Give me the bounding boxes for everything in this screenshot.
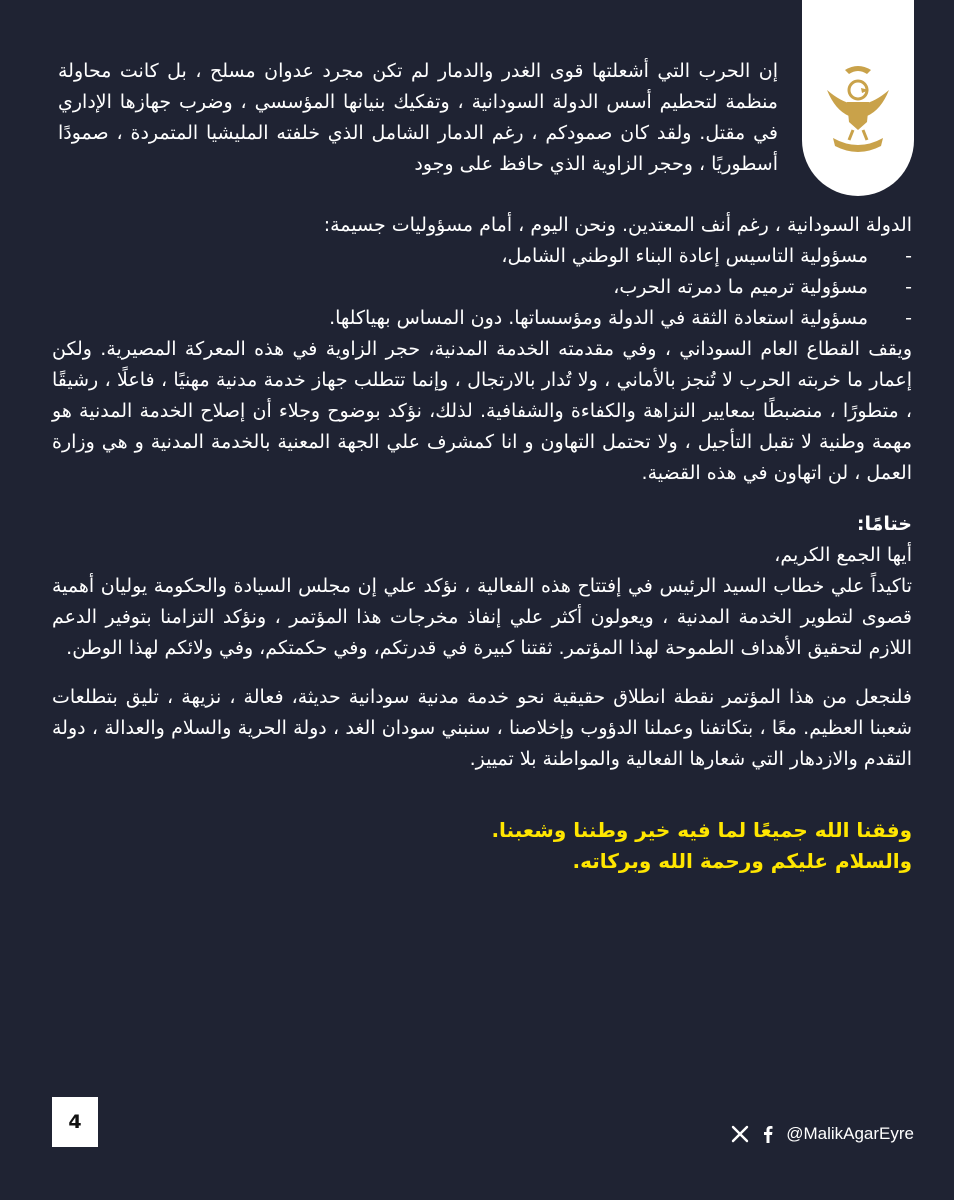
final-paragraph: فلنجعل من هذا المؤتمر نقطة انطلاق حقيقية نحو خدمة مدنية سودانية حديثة، فعالة ، نزيهة ، تليق بتطلعات شعبنا العظيم. معًا ، بتكاتفنا وعملنا الدؤوب وإخلاصنا ، سنبني سودان الغد ، دولة الحرية والسلام والعدالة ، دولة التقدم والازدهار التي شعارها الفعالية والمواطنة بلا تمييز. <box>52 686 912 770</box>
emblem-tab <box>802 0 914 196</box>
closing-paragraph: تاكيداً علي خطاب السيد الرئيس في إفتتاح هذه الفعالية ، نؤكد علي إن مجلس السيادة والحكومة يوليان أهمية قصوى لتطوير الخدمة المدنية ، ويعولون أكثر علي إنفاذ مخرجات هذا المؤتمر ، ونؤكد التزامنا بتوفير الدعم اللازم لتحقيق الأهداف الطموحة لهذا المؤتمر. ثقتنا كبيرة في قدرتكم، وفي حكمتكم، وفي ولائكم لهذا الوطن. <box>52 575 912 659</box>
body-text <box>52 210 912 877</box>
intro-paragraph: إن الحرب التي أشعلتها قوى الغدر والدمار لم تكن مجرد عدوان مسلح ، بل كانت محاولة منظمة لتحطيم أسس الدولة السودانية ، وتفكيك بنيانها المؤسسي ، وضرب جهازها الإداري في مقتل. ولقد كان صمودكم ، رغم الدمار الشامل الذي خلفته المليشيا المتمردة ، صمودًا أسطوريًا ، وحجر الزاوية الذي حافظ على وجود <box>58 60 778 175</box>
list-item-text: مسؤولية استعادة الثقة في الدولة ومؤسساتها. دون المساس بهياكلها. <box>329 307 868 329</box>
intro-continuation: الدولة السودانية ، رغم أنف المعتدين. ونحن اليوم ، أمام مسؤوليات جسيمة: <box>323 214 912 236</box>
x-logo-icon[interactable] <box>730 1124 750 1144</box>
list-marker: - <box>905 307 912 329</box>
blessing-line-1: وفقنا الله جميعًا لما فيه خير وطننا وشعبنا. <box>491 818 912 842</box>
list-marker: - <box>905 245 912 267</box>
sudan-emblem-icon <box>823 60 893 156</box>
list-item-text: مسؤولية ترميم ما دمرته الحرب، <box>613 276 868 298</box>
list-item <box>52 241 912 272</box>
closing-title: ختامًا: <box>856 513 912 535</box>
closing-salutation: أيها الجمع الكريم، <box>774 544 912 566</box>
list-item-text: مسؤولية التاسيس إعادة البناء الوطني الشامل، <box>501 245 868 267</box>
list-marker: - <box>905 276 912 298</box>
list-item <box>52 272 912 303</box>
list-item <box>52 303 912 334</box>
social-handle[interactable]: @MalikAgarEyre <box>786 1124 914 1143</box>
blessing-line-2: والسلام عليكم ورحمة الله وبركاته. <box>572 849 912 873</box>
page-number: 4 <box>52 1097 98 1147</box>
facebook-icon[interactable] <box>758 1124 778 1144</box>
blessing <box>52 815 912 877</box>
reform-paragraph: ويقف القطاع العام السوداني ، وفي مقدمته الخدمة المدنية، حجر الزاوية في هذه المعركة المصيرية. ولكن إعمار ما خربته الحرب لا تُنجز بالأماني ، ولا تُدار بالارتجال ، وإنما تتطلب جهاز خدمة مدنية مهنيًا ، فاعلًا ، رشيقًا ، متطورًا ، منضبطًا بمعايير النزاهة والكفاءة والشفافية. لذلك، نؤكد بوضوح وجلاء أن إصلاح الخدمة المدنية هو مهمة وطنية لا تقبل التأجيل ، ولا تحتمل التهاون و انا كمشرف علي الجهة المعنية بالخدمة المدنية و هي وزارة العمل ، لن اتهاون في هذه القضية. <box>52 338 912 484</box>
responsibilities-list <box>52 241 912 334</box>
social-handle-bar[interactable] <box>730 1124 914 1144</box>
